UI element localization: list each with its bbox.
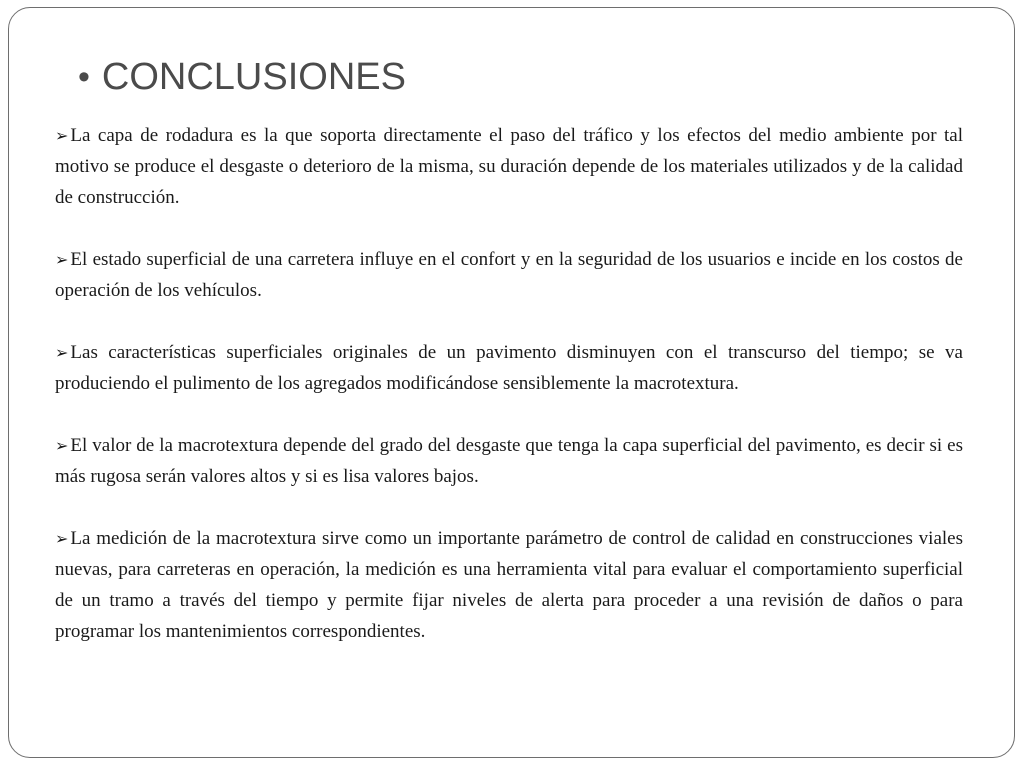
arrow-bullet-icon: ➢ — [55, 343, 69, 362]
conclusion-item — [55, 120, 963, 213]
title-text: CONCLUSIONES — [101, 55, 406, 98]
title-bullet-icon: • — [78, 57, 90, 96]
conclusion-text: La capa de rodadura es la que soporta directamente el paso del tráfico y los efectos del medio ambiente por tal motivo se produce el desgaste o deterioro de la misma, su duración depende de los materiales utilizados y de la calidad de construcción. — [55, 125, 963, 208]
arrow-bullet-icon: ➢ — [55, 529, 69, 548]
conclusion-text: La medición de la macrotextura sirve como un importante parámetro de control de calidad en construcciones viales nuevas, para carreteras en operación, la medición es una herramienta vital para evaluar el comportamiento superficial de un tramo a través del tiempo y permite fijar niveles de alerta para proceder a una revisión de daños o para programar los mantenimientos correspondientes. — [55, 528, 963, 642]
conclusion-text: El valor de la macrotextura depende del grado del desgaste que tenga la capa superficial del pavimento, es decir si es más rugosa serán valores altos y si es lisa valores bajos. — [55, 435, 963, 487]
conclusions-list — [55, 120, 963, 678]
slide-title — [78, 52, 406, 102]
conclusion-text: Las características superficiales originales de un pavimento disminuyen con el transcurso del tiempo; se va produciendo el pulimento de los agregados modificándose sensiblemente la macrotextura. — [55, 342, 963, 394]
arrow-bullet-icon: ➢ — [55, 126, 69, 145]
conclusion-text: El estado superficial de una carretera influye en el confort y en la seguridad de los usuarios e incide en los costos de operación de los vehículos. — [55, 249, 963, 301]
conclusion-item — [55, 523, 963, 647]
arrow-bullet-icon: ➢ — [55, 250, 69, 269]
arrow-bullet-icon: ➢ — [55, 436, 69, 455]
conclusion-item — [55, 337, 963, 399]
conclusion-item — [55, 430, 963, 492]
conclusion-item — [55, 244, 963, 306]
